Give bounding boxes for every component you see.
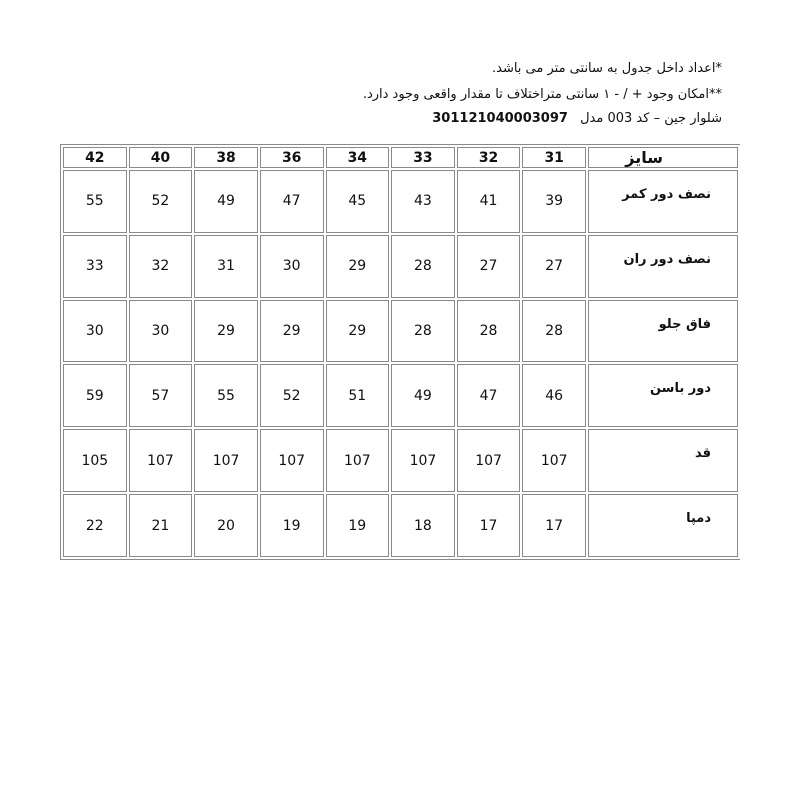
table-cell: 45 xyxy=(326,170,390,233)
row-label: قد xyxy=(588,429,738,492)
table-cell: 29 xyxy=(194,300,258,363)
table-cell: 107 xyxy=(194,429,258,492)
product-model-text: شلوار جین – کد 003 مدل xyxy=(580,111,722,126)
table-cell: 41 xyxy=(457,170,521,233)
note-tolerance: **امکان وجود + / - ۱ سانتی متراختلاف تا مقدار واقعی وجود دارد. xyxy=(362,87,722,102)
size-header-cell: 36 xyxy=(260,147,324,168)
table-cell: 43 xyxy=(391,170,455,233)
table-cell: 29 xyxy=(326,300,390,363)
table-cell: 107 xyxy=(260,429,324,492)
table-cell: 47 xyxy=(260,170,324,233)
table-row xyxy=(63,364,738,427)
table-cell: 19 xyxy=(260,494,324,557)
size-header-cell: 32 xyxy=(457,147,521,168)
table-cell: 28 xyxy=(391,235,455,298)
row-label: نصف دور کمر xyxy=(588,170,738,233)
table-cell: 39 xyxy=(522,170,586,233)
table-cell: 20 xyxy=(194,494,258,557)
size-notes xyxy=(363,56,722,130)
table-cell: 30 xyxy=(260,235,324,298)
table-cell: 29 xyxy=(260,300,324,363)
table-cell: 29 xyxy=(326,235,390,298)
table-cell: 19 xyxy=(326,494,390,557)
table-cell: 28 xyxy=(391,300,455,363)
table-cell: 17 xyxy=(457,494,521,557)
size-header-cell: 40 xyxy=(129,147,193,168)
table-cell: 52 xyxy=(129,170,193,233)
table-row xyxy=(63,300,738,363)
table-cell: 21 xyxy=(129,494,193,557)
table-cell: 28 xyxy=(522,300,586,363)
table-cell: 107 xyxy=(457,429,521,492)
table-row xyxy=(63,429,738,492)
table-cell: 55 xyxy=(63,170,127,233)
size-header-cell: 34 xyxy=(326,147,390,168)
size-chart-table xyxy=(60,144,740,560)
table-cell: 27 xyxy=(457,235,521,298)
table-cell: 59 xyxy=(63,364,127,427)
table-cell: 33 xyxy=(63,235,127,298)
table-cell: 107 xyxy=(326,429,390,492)
size-header-cell: 33 xyxy=(391,147,455,168)
table-cell: 105 xyxy=(63,429,127,492)
table-cell: 52 xyxy=(260,364,324,427)
table-cell: 47 xyxy=(457,364,521,427)
table-cell: 18 xyxy=(391,494,455,557)
table-cell: 28 xyxy=(457,300,521,363)
row-label: دمپا xyxy=(588,494,738,557)
product-model-code: 301121040003097 xyxy=(432,111,568,126)
table-cell: 17 xyxy=(522,494,586,557)
table-cell: 49 xyxy=(391,364,455,427)
size-header-label: سایز xyxy=(588,147,738,168)
table-cell: 27 xyxy=(522,235,586,298)
table-cell: 30 xyxy=(129,300,193,363)
table-cell: 22 xyxy=(63,494,127,557)
row-label: دور باسن xyxy=(588,364,738,427)
row-label: فاق جلو xyxy=(588,300,738,363)
table-cell: 55 xyxy=(194,364,258,427)
table-cell: 107 xyxy=(522,429,586,492)
size-header-cell: 31 xyxy=(522,147,586,168)
size-header-cell: 42 xyxy=(63,147,127,168)
size-header-cell: 38 xyxy=(194,147,258,168)
note-units: *اعداد داخل جدول به سانتی متر می باشد. xyxy=(492,61,722,76)
table-cell: 51 xyxy=(326,364,390,427)
table-cell: 32 xyxy=(129,235,193,298)
table-row xyxy=(63,235,738,298)
size-header-row xyxy=(63,147,738,168)
table-cell: 107 xyxy=(129,429,193,492)
row-label: نصف دور ران xyxy=(588,235,738,298)
table-cell: 46 xyxy=(522,364,586,427)
table-cell: 31 xyxy=(194,235,258,298)
table-cell: 107 xyxy=(391,429,455,492)
table-row xyxy=(63,170,738,233)
table-row xyxy=(63,494,738,557)
table-cell: 30 xyxy=(63,300,127,363)
product-model-line xyxy=(363,108,722,130)
table-cell: 49 xyxy=(194,170,258,233)
table-cell: 57 xyxy=(129,364,193,427)
